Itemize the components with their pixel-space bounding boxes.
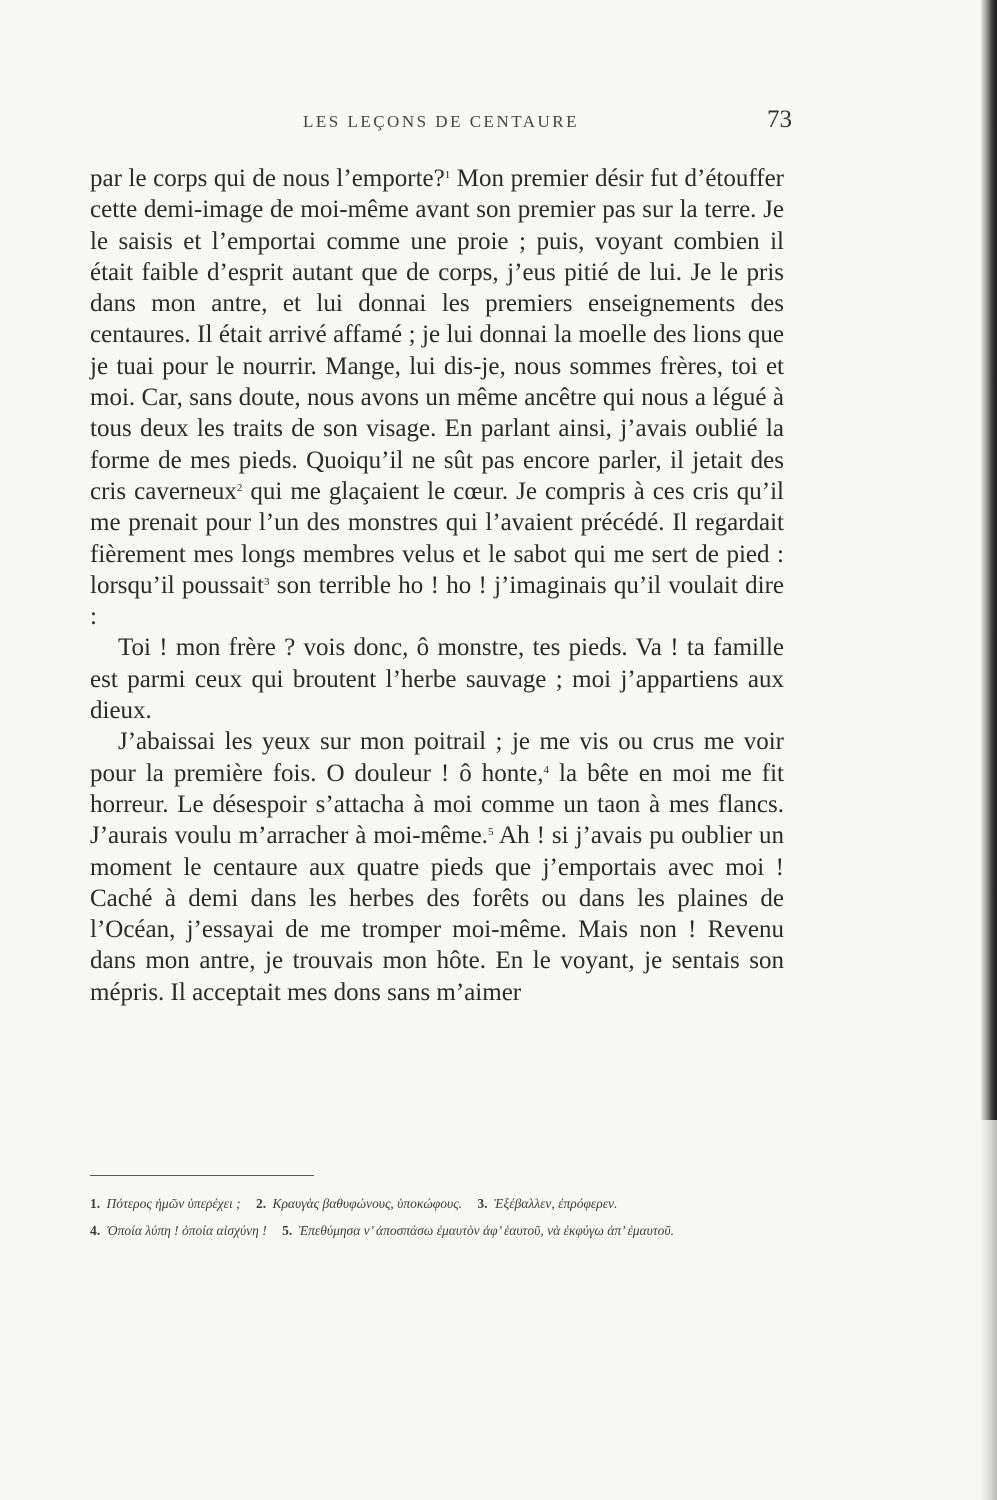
- paragraph-text: qui me glaçaient le cœur. Je compris à ces cris qu’il me prenait pour l’un des monstres qui l’avaient précédé. Il regardait fièrement mes longs membres velus et le sabot qui me sert de pied : lorsqu’il poussait: [90, 477, 784, 599]
- footnote-number: 1.: [90, 1196, 101, 1211]
- footnote: [256, 1196, 462, 1211]
- running-head: [90, 104, 792, 144]
- footnote-ref: 2: [236, 481, 243, 494]
- running-title: LES LEÇONS DE CENTAURE: [302, 112, 580, 131]
- paragraph-text: Ah ! si j’avais pu oublier un moment le centaure aux quatre pieds que j’emportais avec moi ! Caché à demi dans les herbes des forêts ou dans les plaines de l’Océan, j’essayai de me tromper moi-même. Mais non ! Revenu dans mon antre, je trouvais mon hôte. En le voyant, je sentais son mépris. Il acceptait mes dons sans m’aimer: [90, 822, 784, 1006]
- footnote-text: Ἐπεθύμησα ν’ ἀποσπάσω ἐμαυτὸν ἀφ’ ἑαυτοῦ, νὰ ἐκφύγω ἀπ’ ἐμαυτοῦ.: [298, 1223, 674, 1238]
- paragraph-text: la bête en moi me fit horreur. Le désespoir s’attacha à moi comme un taon à mes flancs. J’aurais voulu m’arracher à moi-même.: [90, 759, 784, 850]
- footnote: [282, 1223, 674, 1238]
- footnote-number: 5.: [282, 1223, 293, 1238]
- paragraph-3: [90, 726, 784, 1008]
- footnote-ref: 3: [263, 575, 270, 588]
- footnotes: [90, 1190, 784, 1244]
- footnote: [477, 1196, 617, 1211]
- footnote-ref: 4: [543, 763, 550, 776]
- paragraph-text: son terrible ho ! ho ! j’imaginais qu’il voulait dire :: [90, 571, 784, 631]
- paragraph-2: Toi ! mon frère ? vois donc, ô monstre, tes pieds. Va ! ta famille est parmi ceux qui broutent l’herbe sauvage ; moi j’appartiens aux dieux.: [90, 634, 784, 725]
- paragraph-text: par le corps qui de nous l’emporte?: [90, 165, 445, 192]
- paragraph-text: Mon premier désir fut d’étouffer cette demi-image de moi-même avant son premier pas sur la terre. Je le saisis et l’emportai comme une proie ; puis, voyant combien il était faible d’esprit autant que de corps, j’eus pitié de lui. Je le pris dans mon antre, et lui donnai les premiers enseignements des centaures. Il était arrivé affamé ; je lui donnai la moelle des lions que je tuai pour le nourrir. Mange, lui dis-je, nous sommes frères, toi et moi. Car, sans doute, nous avons un même ancêtre qui nous a légué à tous deux les traits de son visage. En parlant ainsi, j’avais oublié la forme de mes pieds. Quoiqu’il ne sût pas encore parler, il jetait des cris caverneux: [90, 165, 784, 505]
- page-edge-light: [981, 1120, 997, 1500]
- footnote-text: Πότερος ἡμῶν ὑπερέχει ;: [106, 1196, 241, 1211]
- footnote-text: Ὁποία λύπη ! ὁποία αἰσχύνη !: [106, 1223, 267, 1238]
- footnote: [90, 1223, 267, 1238]
- body-text: [90, 163, 784, 1008]
- footnote-ref: 5: [487, 826, 494, 839]
- paragraph-text: J’abaissai les yeux sur mon poitrail ; je me vis ou crus me voir pour la première fois. O douleur ! ô honte,: [90, 728, 784, 787]
- footnote-rule: [90, 1175, 314, 1176]
- paragraph-1: [90, 163, 784, 632]
- footnote: [90, 1196, 241, 1211]
- footnote-text: Ἐξέβαλλεν, ἐπρόφερεν.: [493, 1196, 618, 1211]
- footnote-number: 2.: [255, 1196, 267, 1211]
- footnote-text: Κραυγὰς βαθυφώνους, ὑποκώφους.: [272, 1196, 463, 1211]
- footnote-number: 3.: [477, 1196, 488, 1211]
- footnote-ref: 1: [444, 169, 451, 181]
- footnote-number: 4.: [90, 1223, 101, 1238]
- page-number: 73: [767, 106, 792, 133]
